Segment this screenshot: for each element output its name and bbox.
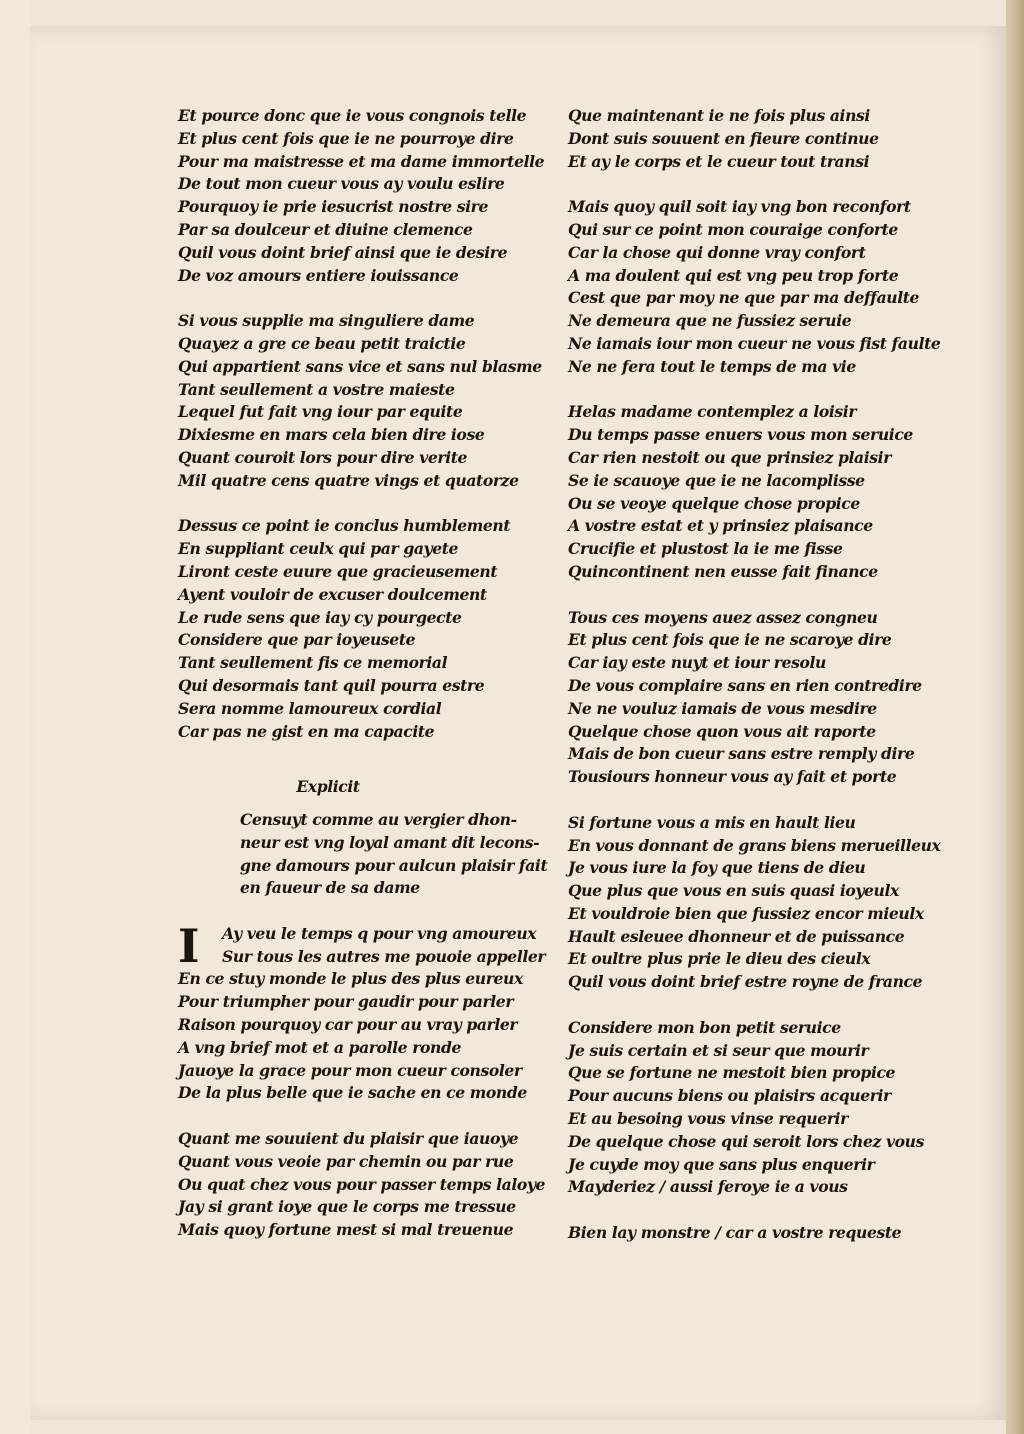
verse-line: Mais quoy fortune mest si mal treuenue	[178, 1220, 514, 1240]
verse-line: Ou se veoye quelque chose propice	[568, 493, 860, 513]
verse-line: Qui appartient sans vice et sans nul blasme	[178, 356, 542, 376]
verse-line: Helas madame contemplez a loisir	[568, 402, 857, 422]
verse-line: Mais de bon cueur sans estre remply dire	[568, 744, 915, 764]
verse-line: Bien lay monstre / car a vostre requeste	[568, 1223, 902, 1243]
verse-line: Que maintenant ie ne fois plus ainsi	[568, 106, 870, 125]
verse-line: Et au besoing vous vinse requerir	[568, 1109, 848, 1129]
explicit-heading: Explicit	[296, 777, 360, 797]
verse-line: Liront ceste euure que gracieusement	[178, 561, 498, 581]
verse-line: Et plus cent fois que ie ne pourroye dire	[178, 128, 514, 148]
rubric-line: en faueur de sa dame	[240, 878, 420, 898]
right-column	[568, 105, 968, 1245]
verse-line: Sera nomme lamoureux cordial	[178, 698, 442, 718]
verse-line: De la plus belle que ie sache en ce monde	[178, 1083, 527, 1103]
verse-line: Raison pourquoy car pour au vray parler	[178, 1015, 518, 1035]
verse-line: Cest que par moy ne que par ma deffaulte	[568, 288, 920, 308]
verse-line: Car pas ne gist en ma capacite	[178, 721, 435, 741]
verse-line: Ou quat chez vous pour passer temps laloye	[178, 1174, 546, 1194]
verse-line: Et plus cent fois que ie ne scaroye dire	[568, 630, 892, 650]
verse-line: De quelque chose qui seroit lors chez vous	[568, 1131, 924, 1151]
verse-line: Pour ma maistresse et ma dame immortelle	[178, 151, 545, 171]
verse-line: Crucifie et plustost la ie me fisse	[568, 539, 843, 559]
verse-line: Quant me souuient du plaisir que iauoye	[178, 1129, 519, 1149]
verse-line: En vous donnant de grans biens merueilleux	[568, 835, 941, 855]
verse-line: Considere mon bon petit seruice	[568, 1017, 841, 1037]
verse-line: A vostre estat et y prinsiez plaisance	[568, 516, 873, 536]
verse-line: Mil quatre cens quatre vings et quatorze	[178, 470, 519, 490]
verse-line: Du temps passe enuers vous mon seruice	[568, 425, 913, 445]
verse-line: Tant seullement fis ce memorial	[178, 653, 448, 673]
verse-line: Tous ces moyens auez assez congneu	[568, 607, 878, 627]
verse-line: Et pource donc que ie vous congnois telle	[178, 106, 527, 125]
verse-line: Car iay este nuyt et iour resolu	[568, 653, 826, 673]
verse-line: Tousiours honneur vous ay fait et porte	[568, 767, 897, 787]
verse-line: Que se fortune ne mestoit bien propice	[568, 1063, 896, 1083]
verse-line: Pourquoy ie prie iesucrist nostre sire	[178, 197, 488, 217]
verse-line: Qui desormais tant quil pourra estre	[178, 675, 485, 695]
verse-line: De vous complaire sans en rien contredire	[568, 675, 922, 695]
verse-line: Et vouldroie bien que fussiez encor mieulx	[568, 903, 924, 923]
verse-line: Que plus que vous en suis quasi ioyeulx	[568, 881, 899, 901]
verse-line: Par sa doulceur et diuine clemence	[178, 219, 473, 239]
verse-line: Tant seullement a vostre maieste	[178, 379, 455, 399]
verse-line: Se ie scauoye que ie ne lacomplisse	[568, 470, 865, 490]
verse-line: Quincontinent nen eusse fait finance	[568, 561, 878, 581]
verse-line: De tout mon cueur vous ay voulu eslire	[178, 174, 505, 194]
page-edge	[1006, 0, 1024, 1434]
verse-line: Quil vous doint brief estre royne de france	[568, 972, 923, 992]
verse-line: Ne demeura que ne fussiez seruie	[568, 311, 852, 331]
verse-line: Quil vous doint brief ainsi que ie desire	[178, 242, 508, 262]
verse-line: Quayez a gre ce beau petit traictie	[178, 333, 466, 353]
verse-line: De voz amours entiere iouissance	[178, 265, 459, 285]
verse-line: En ce stuy monde le plus des plus eureux	[178, 969, 523, 989]
verse-line: Mais quoy quil soit iay vng bon reconfort	[568, 197, 911, 217]
verse-line: Et oultre plus prie le dieu des cieulx	[568, 949, 871, 969]
verse-line: Hault esleuee dhonneur et de puissance	[568, 926, 905, 946]
drop-initial: I	[178, 918, 200, 973]
verse-line: Jauoye la grace pour mon cueur consoler	[178, 1060, 522, 1080]
rubric-line: neur est vng loyal amant dit lecons-	[240, 832, 540, 852]
verse-line: Sur tous les autres me pouoie appeller	[222, 946, 546, 966]
verse-line: Si vous supplie ma singuliere dame	[178, 311, 475, 331]
verse-line: En suppliant ceulx qui par gayete	[178, 539, 459, 559]
verse-line: Pour aucuns biens ou plaisirs acquerir	[568, 1086, 891, 1106]
verse-line: Ne ne fera tout le temps de ma vie	[568, 356, 856, 376]
left-column	[178, 105, 558, 1242]
verse-line: Ay veu le temps q pour vng amoureux	[222, 923, 537, 943]
verse-line: Quant couroit lors pour dire verite	[178, 447, 468, 467]
rubric-line: gne damours pour aulcun plaisir fait	[240, 855, 548, 875]
verse-line: Quant vous veoie par chemin ou par rue	[178, 1151, 514, 1171]
verse-line: Je vous iure la foy que tiens de dieu	[568, 858, 866, 878]
verse-line: Je cuyde moy que sans plus enquerir	[568, 1154, 875, 1174]
left-margin	[0, 0, 30, 1434]
verse-line: Ne iamais iour mon cueur ne vous fist faulte	[568, 333, 941, 353]
verse-line: Si fortune vous a mis en hault lieu	[568, 812, 856, 832]
verse-line: A vng brief mot et a parolle ronde	[178, 1037, 461, 1057]
verse-line: Jay si grant ioye que le corps me tressue	[178, 1197, 516, 1217]
verse-line: Quelque chose quon vous ait raporte	[568, 721, 876, 741]
verse-line: Ayent vouloir de excuser doulcement	[178, 584, 487, 604]
verse-line: Et ay le corps et le cueur tout transi	[568, 151, 870, 171]
verse-line: Mayderiez / aussi feroye ie a vous	[568, 1177, 848, 1197]
verse-line: Dixiesme en mars cela bien dire iose	[178, 425, 485, 445]
verse-line: Ne ne vouluz iamais de vous mesdire	[568, 698, 877, 718]
verse-line: Le rude sens que iay cy pourgecte	[178, 607, 462, 627]
verse-line: Considere que par ioyeusete	[178, 630, 416, 650]
rubric-line: Censuyt comme au vergier dhon-	[240, 809, 517, 829]
verse-line: Lequel fut fait vng iour par equite	[178, 402, 463, 422]
rubric-intro	[178, 809, 558, 900]
verse-line: Car la chose qui donne vray confort	[568, 242, 866, 262]
verse-line: Dessus ce point ie conclus humblement	[178, 516, 511, 536]
initial-stanza	[178, 918, 558, 1105]
verse-line: Car rien nestoit ou que prinsiez plaisir	[568, 447, 892, 467]
verse-line: Dont suis souuent en fieure continue	[568, 128, 879, 148]
verse-line: Je suis certain et si seur que mourir	[568, 1040, 869, 1060]
verse-line: Pour triumpher pour gaudir pour parler	[178, 992, 514, 1012]
verse-line: Qui sur ce point mon couraige conforte	[568, 219, 898, 239]
verse-line: A ma doulent qui est vng peu trop forte	[568, 265, 899, 285]
